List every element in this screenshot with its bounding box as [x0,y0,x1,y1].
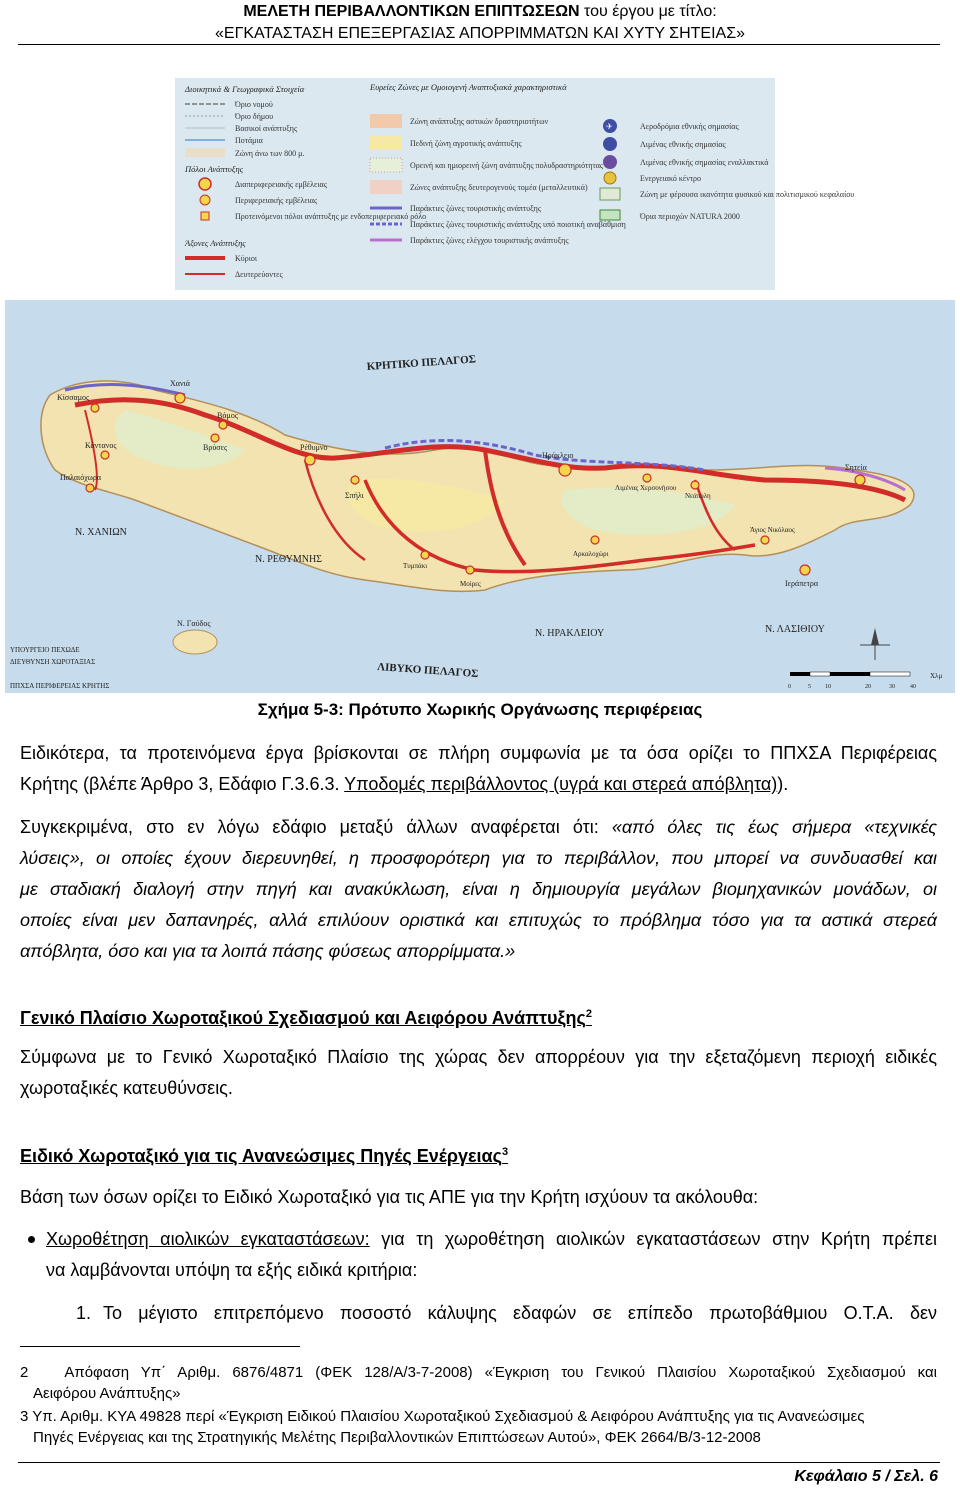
paragraph-quote [20,812,937,967]
section-heading-general-framework [20,1002,592,1030]
footnote-number: 3 [20,1408,29,1425]
map-credit: ΠΠΧΣΑ ΠΕΡΙΦΕΡΕΙΑΣ ΚΡΗΤΗΣ [10,682,110,690]
map-credit: ΥΠΟΥΡΓΕΙΟ ΠΕΧΩΔΕ [10,646,80,654]
scale-tick: 30 [889,684,895,690]
legend-zone-item: Ζώνη ανάπτυξης αστικών δραστηριοτήτων [410,117,549,126]
map-town-label: Λιμένας Χερσονήσου [615,484,677,492]
legend-axes-title: Άξονες Ανάπτυξης [185,238,246,248]
scale-bar [788,672,942,690]
header-divider [18,44,940,45]
map-sea-label: ΚΡΗΤΙΚΟ ΠΕΛΑΓΟΣ [366,353,477,373]
bullet-text: για τη χωροθέτηση αιολικών εγκαταστάσεων στην Κρήτη πρέπει [369,1229,937,1249]
footnote-line [20,1406,937,1427]
legend-pole-item: Περιφερειακής εμβέλειας [235,196,318,205]
page-footer: Κεφάλαιο 5 / Σελ. 6 [794,1468,938,1485]
legend-infra-item: Ζώνη με φέρουσα ικανότητα φυσικού και πολιτισμικού κεφαλαίου [640,190,855,199]
paragraph-general-framework [20,1042,937,1104]
legend-col2-title: Ευρείες Ζώνες με Ομοιογενή Αναπτυξιακά χαρακτηριστικά [370,82,567,92]
legend-pole-item: Διαπεριφερειακής εμβέλειας [235,180,327,189]
crete-island-shape [41,381,914,591]
paragraph-text: Κρήτης (βλέπε Άρθρο 3, Εδάφιο Γ.3.6.3. [20,774,345,794]
paragraph-line: με σταδιακή διαλογή στην πηγή και ανακύκλωση, είναι η δημιουργία μεγάλων βιομηχανικών μονάδων, οι [20,879,937,899]
header-title-rest: του έργου με τίτλο: [579,3,717,20]
header-title-line2: «ΕΓΚΑΤΑΣΤΑΣΗ ΕΠΕΞΕΡΓΑΣΙΑΣ ΑΠΟΡΡΙΜΜΑΤΩΝ ΚΑΙ ΧΥΤΥ ΣΗΤΕΙΑΣ» [215,25,745,42]
footnote-number: 2 [20,1364,29,1381]
paragraph-quote-text: «από όλες τις έως σήμερα «τεχνικές [611,817,937,837]
map-town-label: Νεάπολη [685,492,711,500]
paragraph-line: να λαμβάνονται υπόψη τα εξής ειδικά κριτήρια: [46,1260,418,1280]
map-town-label: Χανιά [170,379,190,388]
scale-unit: Χλμ [930,672,943,680]
paragraph-line [20,769,937,800]
map-legend-graphic [175,78,855,290]
paragraph-line: λύσεις», οι οποίες έχουν διερευνηθεί, η προσφορότερη για το περιβάλλον, που μπορεί να συνδυασθεί και [20,848,937,868]
legend-infra-item: Αεροδρόμια εθνικής σημασίας [640,122,739,131]
svg-text:✈: ✈ [606,122,613,131]
scale-tick: 10 [825,684,831,690]
numbered-item-number: 1. [76,1303,92,1323]
map-town-label: Βάμος [217,411,238,420]
figure-caption: Σχήμα 5-3: Πρότυπο Χωρικής Οργάνωσης περιφέρειας [257,700,703,719]
map-town-label: Βρύσες [203,443,228,452]
header-title-line1 [0,2,960,22]
paragraph-line: Ειδικότερα, τα προτεινόμενα έργα βρίσκονται σε πλήρη συμφωνία με τα όσα ορίζει το ΠΠΧΣΑ Περιφέρειας [20,743,937,763]
legend-infra-item: Λιμένας εθνικής σημασίας εναλλακτικά [640,158,769,167]
map-town-label: Ρέθυμνο [300,443,328,452]
footnote-2 [20,1362,937,1404]
paragraph-line: Το μέγιστο επιτρεπόμενο ποσοστό κάλυψης εδαφών σε επίπεδο πρωτοβάθμιου Ο.Τ.Α. δεν [103,1303,937,1323]
footnote-ref: 3 [501,1146,509,1158]
footnote-divider [20,1346,300,1347]
footnote-ref: 2 [585,1008,592,1020]
map-town-label: Ηράκλειο [542,451,574,460]
paragraph-renewables-intro [20,1182,937,1213]
paragraph-line: απόβλητα, όσο και για τα λοιπά πάσης φύσεως απορρίμματα.» [20,941,516,961]
bullet-marker [28,1236,35,1243]
footnote-line: Πηγές Ενέργειας και της Στρατηγικής Μελέτης Περιβαλλοντικών Επιπτώσεων Αυτού», ΦΕΚ 2664/Β/3-12-2008 [33,1429,761,1446]
map-prefecture-label: Ν. ΗΡΑΚΛΕΙΟΥ [535,628,605,639]
scale-tick: 5 [808,684,811,690]
scale-tick: 40 [910,684,916,690]
paragraph-line: οποίες είναι μεν δαπανηρές, αλλά επιλύουν οριστικά και επιτυχώς το πρόβλημα τόσο για τα αστικά στερεά [20,910,937,930]
map-town-label: Ν. Γαύδος [177,619,211,628]
legend-col1-title: Διοικητικά & Γεωγραφικά Στοιχεία [185,84,305,94]
map-legend [175,78,855,290]
numbered-item-1 [103,1298,937,1329]
scale-tick: 0 [788,684,791,690]
map-town-label: Σπήλι [345,491,364,500]
legend-col1-item: Όριο δήμου [235,112,274,121]
footnote-text: Απόφαση Υπ΄ Αριθμ. 6876/4871 (ΦΕΚ 128/Α/3-7-2008) «Έγκριση του Γενικού Πλαισίου Χωροταξικού Σχεδιασμού και [64,1364,937,1381]
paragraph-line [20,812,937,843]
map-prefecture-label: Ν. ΧΑΝΙΩΝ [75,527,127,538]
legend-zone-item: Ορεινή και ημιορεινή ζώνη ανάπτυξης πολυδραστηριότητας [410,161,604,170]
footer-divider [18,1462,940,1463]
map-town-label: Ιεράπετρα [785,579,819,588]
bullet-item-wind [46,1224,937,1286]
map-town-label: Παλαιόχωρα [60,473,102,482]
paragraph-line: χωροταξικές κατευθύνσεις. [20,1078,233,1098]
legend-zone-item: Ζώνες ανάπτυξης δευτερογενούς τομέα (μεταλλευτικά) [410,183,588,192]
paragraph-text: Συγκεκριμένα, στο εν λόγω εδάφιο μεταξύ άλλων αναφέρεται ότι: [20,817,612,837]
legend-col1-item: Ζώνη άνω των 800 μ. [235,149,305,158]
map-town-label: Άγιος Νικόλαος [750,526,795,534]
legend-infra-item: Λιμένας εθνικής σημασίας [640,140,726,149]
footnote-3 [20,1406,937,1448]
paragraph-reference: Υποδομές περιβάλλοντος (υγρά και στερεά απόβλητα) [344,774,778,794]
map-town-label: Κίσσαμος [57,393,90,402]
legend-infra-item: Όρια περιοχών NATURA 2000 [640,212,740,221]
legend-zone-item: Παράκτιες ζώνες ελέγχου τουριστικής ανάπτυξης [410,236,569,245]
section-heading-renewables [20,1140,508,1168]
bullet-heading: Χωροθέτηση αιολικών εγκαταστάσεων: [46,1229,370,1249]
legend-col1-subtitle: Πόλοι Ανάπτυξης [185,164,244,174]
paragraph-line: Σύμφωνα με το Γενικό Χωροταξικό Πλαίσιο της χώρας δεν απορρέουν για την εξεταζόμενη περιοχή ειδικές [20,1047,937,1067]
map-town-label: Αρκαλοχώρι [573,550,609,558]
paragraph-text: ). [777,774,789,794]
footnote-line [20,1362,937,1383]
legend-zone-item: Παράκτιες ζώνες τουριστικής ανάπτυξης [410,204,542,213]
map-town-label: Μοίρες [460,580,481,588]
legend-col1-item: Όριο νομού [235,100,273,109]
legend-axis-item: Κύριοι [235,254,258,263]
paragraph-line [46,1224,937,1255]
paragraph-compliance [20,738,937,800]
crete-spatial-map [5,300,955,693]
legend-col1-item: Ποτάμια [235,136,263,145]
legend-axis-item: Δευτερεύοντες [235,270,283,279]
footnote-line: Αειφόρου Ανάπτυξης» [33,1385,181,1402]
legend-col1-item: Βασικοί ανάπτυξης [235,124,298,133]
legend-zone-item: Πεδινή ζώνη αγροτικής ανάπτυξης [410,139,522,148]
header-title-bold: ΜΕΛΕΤΗ ΠΕΡΙΒΑΛΛΟΝΤΙΚΩΝ ΕΠΙΠΤΩΣΕΩΝ [243,3,580,20]
map-prefecture-label: Ν. ΛΑΣΙΘΙΟΥ [765,624,825,635]
crete-map-graphic [5,300,955,693]
footnote-text: Υπ. Αριθμ. ΚΥΑ 49828 περί «Έγκριση Ειδικού Πλαισίου Χωροταξικού Σχεδιασμού & Αειφόρου Ανάπτυξης για τις Ανανεώσιμες [32,1408,865,1425]
legend-infra-item: Ενεργειακό κέντρο [640,174,702,183]
scale-tick: 20 [865,684,871,690]
map-sea-label: ΛΙΒΥΚΟ ΠΕΛΑΓΟΣ [376,661,479,681]
heading-text: Ειδικό Χωροταξικό για τις Ανανεώσιμες Πηγές Ενέργειας [20,1146,502,1166]
map-town-label: Τυμπάκι [403,562,428,570]
paragraph-line: Βάση των όσων ορίζει το Ειδικό Χωροταξικό για τις ΑΠΕ για την Κρήτη ισχύουν τα ακόλουθα: [20,1187,759,1207]
map-credit: ΔΙΕΥΘΥΝΣΗ ΧΩΡΟΤΑΞΙΑΣ [10,658,96,666]
map-prefecture-label: Ν. ΡΕΘΥΜΝΗΣ [255,554,322,565]
map-town-label: Κάντανος [85,441,117,450]
compass-icon [860,628,890,660]
heading-text: Γενικό Πλαίσιο Χωροταξικού Σχεδιασμού και Αειφόρου Ανάπτυξης [20,1008,586,1028]
map-town-label: Σητεία [845,463,867,472]
legend-pole-item: Προτεινόμενοι πόλοι ανάπτυξης με ενδοπεριφερειακό ρόλο [235,212,427,221]
legend-zone-item: Παράκτιες ζώνες τουριστικής ανάπτυξης υπό ποιοτική αναβάθμιση [410,220,626,229]
